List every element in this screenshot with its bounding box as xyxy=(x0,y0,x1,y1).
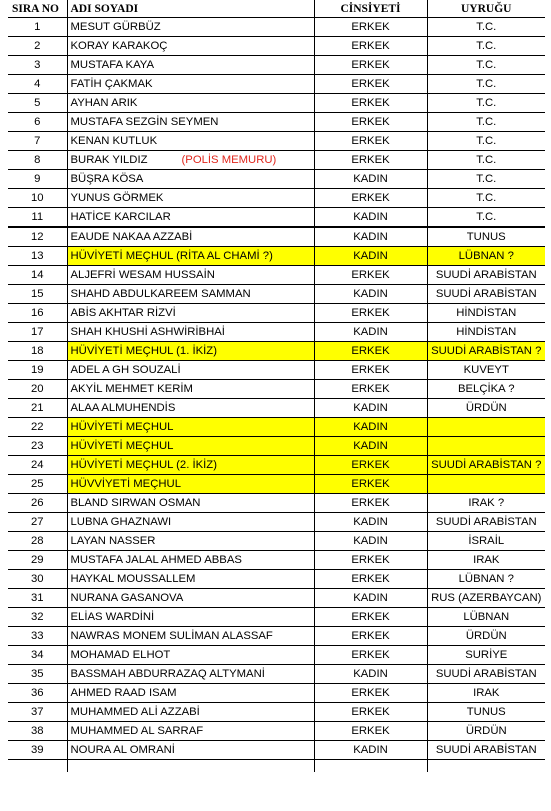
row-number: 4 xyxy=(8,75,67,94)
table-header-row xyxy=(8,0,545,18)
name-text: ALAA ALMUHENDİS xyxy=(70,402,176,414)
row-name xyxy=(67,380,314,399)
row-name xyxy=(67,418,314,437)
name-text: LAYAN NASSER xyxy=(70,535,156,547)
name-text: MOHAMAD ELHOT xyxy=(70,649,171,661)
name-text: EAUDE NAKAA AZZABİ xyxy=(70,231,193,243)
row-gender: ERKEK xyxy=(314,37,427,56)
row-name xyxy=(67,437,314,456)
row-gender: KADIN xyxy=(314,437,427,456)
row-number: 24 xyxy=(8,456,67,475)
name-text: LUBNA GHAZNAWI xyxy=(70,516,172,528)
row-nationality: SUUDİ ARABİSTAN xyxy=(427,665,545,684)
row-gender: KADIN xyxy=(314,227,427,247)
row-nationality: ÜRDÜN xyxy=(427,627,545,646)
row-number: 22 xyxy=(8,418,67,437)
row-gender: ERKEK xyxy=(314,18,427,37)
row-gender: KADIN xyxy=(314,247,427,266)
row-number: 28 xyxy=(8,532,67,551)
name-text: KENAN KUTLUK xyxy=(70,135,158,147)
table-row xyxy=(8,189,545,208)
table-row xyxy=(8,113,545,132)
row-number: 35 xyxy=(8,665,67,684)
row-name xyxy=(67,532,314,551)
table-row xyxy=(8,532,545,551)
table-row xyxy=(8,151,545,170)
row-gender: KADIN xyxy=(314,532,427,551)
row-nationality: T.C. xyxy=(427,113,545,132)
name-text: HÜVİYETİ MEÇHUL (2. İKİZ) xyxy=(70,459,217,471)
row-gender: ERKEK xyxy=(314,551,427,570)
table-row xyxy=(8,37,545,56)
row-nationality: BELÇİKA ? xyxy=(427,380,545,399)
row-nationality: HİNDİSTAN xyxy=(427,304,545,323)
row-nationality: T.C. xyxy=(427,132,545,151)
row-nationality: T.C. xyxy=(427,18,545,37)
row-number: 13 xyxy=(8,247,67,266)
row-name xyxy=(67,741,314,760)
table-row xyxy=(8,342,545,361)
row-nationality: SUUDİ ARABİSTAN ? xyxy=(427,456,545,475)
row-number: 10 xyxy=(8,189,67,208)
row-number: 17 xyxy=(8,323,67,342)
row-gender: ERKEK xyxy=(314,627,427,646)
row-number: 14 xyxy=(8,266,67,285)
row-gender: ERKEK xyxy=(314,722,427,741)
row-gender: ERKEK xyxy=(314,380,427,399)
row-gender: KADIN xyxy=(314,323,427,342)
row-gender: KADIN xyxy=(314,589,427,608)
name-text: AYHAN ARIK xyxy=(70,97,138,109)
name-text: HÜVİYETİ MEÇHUL xyxy=(70,421,174,433)
table-row xyxy=(8,132,545,151)
row-name xyxy=(67,608,314,627)
row-number: 12 xyxy=(8,227,67,247)
table-row xyxy=(8,722,545,741)
row-name xyxy=(67,570,314,589)
table-row xyxy=(8,608,545,627)
row-name xyxy=(67,75,314,94)
row-nationality: T.C. xyxy=(427,208,545,228)
table-row xyxy=(8,380,545,399)
name-text: MUSTAFA KAYA xyxy=(70,59,154,71)
row-gender: KADIN xyxy=(314,208,427,228)
row-nationality: T.C. xyxy=(427,37,545,56)
row-gender: ERKEK xyxy=(314,646,427,665)
table-row xyxy=(8,361,545,380)
table-row xyxy=(8,627,545,646)
row-number: 30 xyxy=(8,570,67,589)
name-text: HÜVİYETİ MEÇHUL (RİTA AL CHAMİ ?) xyxy=(70,250,273,262)
row-nationality: T.C. xyxy=(427,56,545,75)
row-name xyxy=(67,646,314,665)
table-body xyxy=(8,18,545,773)
table-row xyxy=(8,437,545,456)
name-text: AHMED RAAD ISAM xyxy=(70,687,177,699)
row-gender: KADIN xyxy=(314,399,427,418)
row-name xyxy=(67,56,314,75)
row-number: 31 xyxy=(8,589,67,608)
table-row xyxy=(8,75,545,94)
table-row-partial xyxy=(8,760,545,773)
name-text: NAWRAS MONEM SULİMAN ALASSAF xyxy=(70,630,273,642)
name-text: HAYKAL MOUSSALLEM xyxy=(70,573,196,585)
name-text: BÜŞRA KÖSA xyxy=(70,173,144,185)
row-number: 3 xyxy=(8,56,67,75)
row-gender: ERKEK xyxy=(314,494,427,513)
row-gender: ERKEK xyxy=(314,703,427,722)
row-gender: ERKEK xyxy=(314,304,427,323)
row-nationality: T.C. xyxy=(427,94,545,113)
row-number: 8 xyxy=(8,151,67,170)
row-number: 15 xyxy=(8,285,67,304)
row-number: 5 xyxy=(8,94,67,113)
table-row xyxy=(8,208,545,228)
row-number: 7 xyxy=(8,132,67,151)
name-text: MUHAMMED ALİ AZZABİ xyxy=(70,706,200,718)
row-number: 37 xyxy=(8,703,67,722)
row-nationality: T.C. xyxy=(427,151,545,170)
row-nationality: LÜBNAN ? xyxy=(427,570,545,589)
table-row xyxy=(8,170,545,189)
row-gender: KADIN xyxy=(314,741,427,760)
empty-cell xyxy=(314,760,427,773)
name-text: HATİCE KARCILAR xyxy=(70,211,171,223)
row-gender: KADIN xyxy=(314,665,427,684)
row-nationality: SUUDİ ARABİSTAN xyxy=(427,513,545,532)
name-text: SHAHD ABDULKAREEM SAMMAN xyxy=(70,288,251,300)
row-nationality: KUVEYT xyxy=(427,361,545,380)
row-gender: ERKEK xyxy=(314,132,427,151)
empty-cell xyxy=(427,760,545,773)
name-text: NURANA GASANOVA xyxy=(70,592,184,604)
row-name xyxy=(67,361,314,380)
row-name xyxy=(67,170,314,189)
name-text: MUHAMMED AL SARRAF xyxy=(70,725,204,737)
row-gender: ERKEK xyxy=(314,75,427,94)
row-nationality xyxy=(427,475,545,494)
table-row xyxy=(8,285,545,304)
row-name xyxy=(67,703,314,722)
row-nationality: TUNUS xyxy=(427,703,545,722)
row-nationality: HİNDİSTAN xyxy=(427,323,545,342)
row-gender: ERKEK xyxy=(314,342,427,361)
name-text: KORAY KARAKOÇ xyxy=(70,40,168,52)
name-text: SHAH KHUSHİ ASHWİRİBHAİ xyxy=(70,326,225,338)
row-number: 6 xyxy=(8,113,67,132)
name-text: MESUT GÜRBÜZ xyxy=(70,21,161,33)
name-text: BLAND SIRWAN OSMAN xyxy=(70,497,201,509)
name-text: FATİH ÇAKMAK xyxy=(70,78,153,90)
table-row xyxy=(8,513,545,532)
row-nationality: T.C. xyxy=(427,189,545,208)
table-row xyxy=(8,56,545,75)
row-gender: ERKEK xyxy=(314,456,427,475)
row-name xyxy=(67,627,314,646)
victim-list-table xyxy=(8,0,545,772)
table-row xyxy=(8,94,545,113)
row-number: 32 xyxy=(8,608,67,627)
row-name xyxy=(67,589,314,608)
row-name xyxy=(67,189,314,208)
row-number: 36 xyxy=(8,684,67,703)
row-number: 26 xyxy=(8,494,67,513)
row-gender: ERKEK xyxy=(314,151,427,170)
row-nationality: LÜBNAN ? xyxy=(427,247,545,266)
row-number: 16 xyxy=(8,304,67,323)
row-gender: ERKEK xyxy=(314,361,427,380)
row-name xyxy=(67,113,314,132)
row-gender: ERKEK xyxy=(314,684,427,703)
table-row xyxy=(8,399,545,418)
row-gender: ERKEK xyxy=(314,570,427,589)
header-gender: CİNSİYETİ xyxy=(314,0,427,18)
row-nationality: ÜRDÜN xyxy=(427,399,545,418)
table-row xyxy=(8,703,545,722)
row-number: 18 xyxy=(8,342,67,361)
row-nationality: İSRAİL xyxy=(427,532,545,551)
row-gender: KADIN xyxy=(314,418,427,437)
row-nationality: SUUDİ ARABİSTAN xyxy=(427,741,545,760)
table-row xyxy=(8,741,545,760)
row-number: 27 xyxy=(8,513,67,532)
row-number: 2 xyxy=(8,37,67,56)
table-row xyxy=(8,418,545,437)
row-name xyxy=(67,247,314,266)
table-row xyxy=(8,304,545,323)
row-gender: ERKEK xyxy=(314,113,427,132)
row-name xyxy=(67,266,314,285)
row-name xyxy=(67,132,314,151)
row-name xyxy=(67,494,314,513)
table-row xyxy=(8,456,545,475)
name-text: MUSTAFA SEZGİN SEYMEN xyxy=(70,116,219,128)
row-number: 11 xyxy=(8,208,67,228)
table-row xyxy=(8,589,545,608)
row-number: 39 xyxy=(8,741,67,760)
row-name xyxy=(67,513,314,532)
row-number: 34 xyxy=(8,646,67,665)
row-name xyxy=(67,551,314,570)
row-gender: KADIN xyxy=(314,513,427,532)
row-name xyxy=(67,342,314,361)
row-gender: KADIN xyxy=(314,285,427,304)
table-row xyxy=(8,323,545,342)
row-gender: ERKEK xyxy=(314,94,427,113)
table-row xyxy=(8,646,545,665)
row-gender: ERKEK xyxy=(314,475,427,494)
row-number: 20 xyxy=(8,380,67,399)
row-name xyxy=(67,285,314,304)
row-nationality: SUUDİ ARABİSTAN xyxy=(427,285,545,304)
row-name xyxy=(67,475,314,494)
name-text: HÜVİYETİ MEÇHUL (1. İKİZ) xyxy=(70,345,217,357)
row-nationality xyxy=(427,437,545,456)
row-gender: ERKEK xyxy=(314,56,427,75)
table-row xyxy=(8,551,545,570)
empty-cell xyxy=(67,760,314,773)
row-number: 29 xyxy=(8,551,67,570)
row-name xyxy=(67,665,314,684)
table-row xyxy=(8,494,545,513)
table-row xyxy=(8,684,545,703)
table-row xyxy=(8,247,545,266)
row-name xyxy=(67,684,314,703)
name-text: HÜVVİYETİ MEÇHUL xyxy=(70,478,181,490)
header-no: SIRA NO xyxy=(8,0,67,18)
row-gender: ERKEK xyxy=(314,608,427,627)
header-name: ADI SOYADI xyxy=(67,0,314,18)
table-row xyxy=(8,227,545,247)
table-row xyxy=(8,475,545,494)
name-text: ADEL A GH SOUZALİ xyxy=(70,364,181,376)
row-gender: ERKEK xyxy=(314,189,427,208)
row-name xyxy=(67,227,314,247)
row-nationality: ÜRDÜN xyxy=(427,722,545,741)
row-name xyxy=(67,323,314,342)
row-number: 25 xyxy=(8,475,67,494)
name-text: ELİAS WARDİNİ xyxy=(70,611,155,623)
row-gender: KADIN xyxy=(314,170,427,189)
name-text: ABİS AKHTAR RİZVİ xyxy=(70,307,176,319)
row-nationality: T.C. xyxy=(427,75,545,94)
name-text: HÜVİYETİ MEÇHUL xyxy=(70,440,174,452)
table-row xyxy=(8,570,545,589)
table-row xyxy=(8,665,545,684)
name-text: ALJEFRİ WESAM HUSSAİN xyxy=(70,269,215,281)
row-gender: ERKEK xyxy=(314,266,427,285)
row-nationality: TUNUS xyxy=(427,227,545,247)
row-number: 19 xyxy=(8,361,67,380)
row-number: 9 xyxy=(8,170,67,189)
row-name xyxy=(67,722,314,741)
row-number: 23 xyxy=(8,437,67,456)
name-text: MUSTAFA JALAL AHMED ABBAS xyxy=(70,554,242,566)
row-name xyxy=(67,456,314,475)
row-number: 21 xyxy=(8,399,67,418)
row-note: (POLİS MEMURU) xyxy=(181,154,277,166)
row-name xyxy=(67,304,314,323)
row-nationality: IRAK ? xyxy=(427,494,545,513)
empty-cell xyxy=(8,760,67,773)
row-nationality: IRAK xyxy=(427,551,545,570)
row-name xyxy=(67,94,314,113)
row-number: 1 xyxy=(8,18,67,37)
row-number: 38 xyxy=(8,722,67,741)
header-nationality: UYRUĞU xyxy=(427,0,545,18)
row-nationality: SUUDİ ARABİSTAN xyxy=(427,266,545,285)
row-nationality: LÜBNAN xyxy=(427,608,545,627)
row-name xyxy=(67,18,314,37)
name-text: BURAK YILDIZ xyxy=(70,154,148,166)
name-text: BASSMAH ABDURRAZAQ ALTYMANİ xyxy=(70,668,265,680)
row-nationality: IRAK xyxy=(427,684,545,703)
row-name xyxy=(67,208,314,228)
row-nationality: T.C. xyxy=(427,170,545,189)
name-text: YUNUS GÖRMEK xyxy=(70,192,164,204)
name-text: AKYİL MEHMET KERİM xyxy=(70,383,193,395)
row-nationality xyxy=(427,418,545,437)
name-text: NOURA AL OMRANİ xyxy=(70,744,175,756)
table-row xyxy=(8,18,545,37)
row-nationality: SURİYE xyxy=(427,646,545,665)
row-name xyxy=(67,37,314,56)
row-name xyxy=(67,399,314,418)
row-nationality: SUUDİ ARABİSTAN ? xyxy=(427,342,545,361)
row-name xyxy=(67,151,314,170)
table-row xyxy=(8,266,545,285)
row-number: 33 xyxy=(8,627,67,646)
row-nationality: RUS (AZERBAYCAN) xyxy=(427,589,545,608)
